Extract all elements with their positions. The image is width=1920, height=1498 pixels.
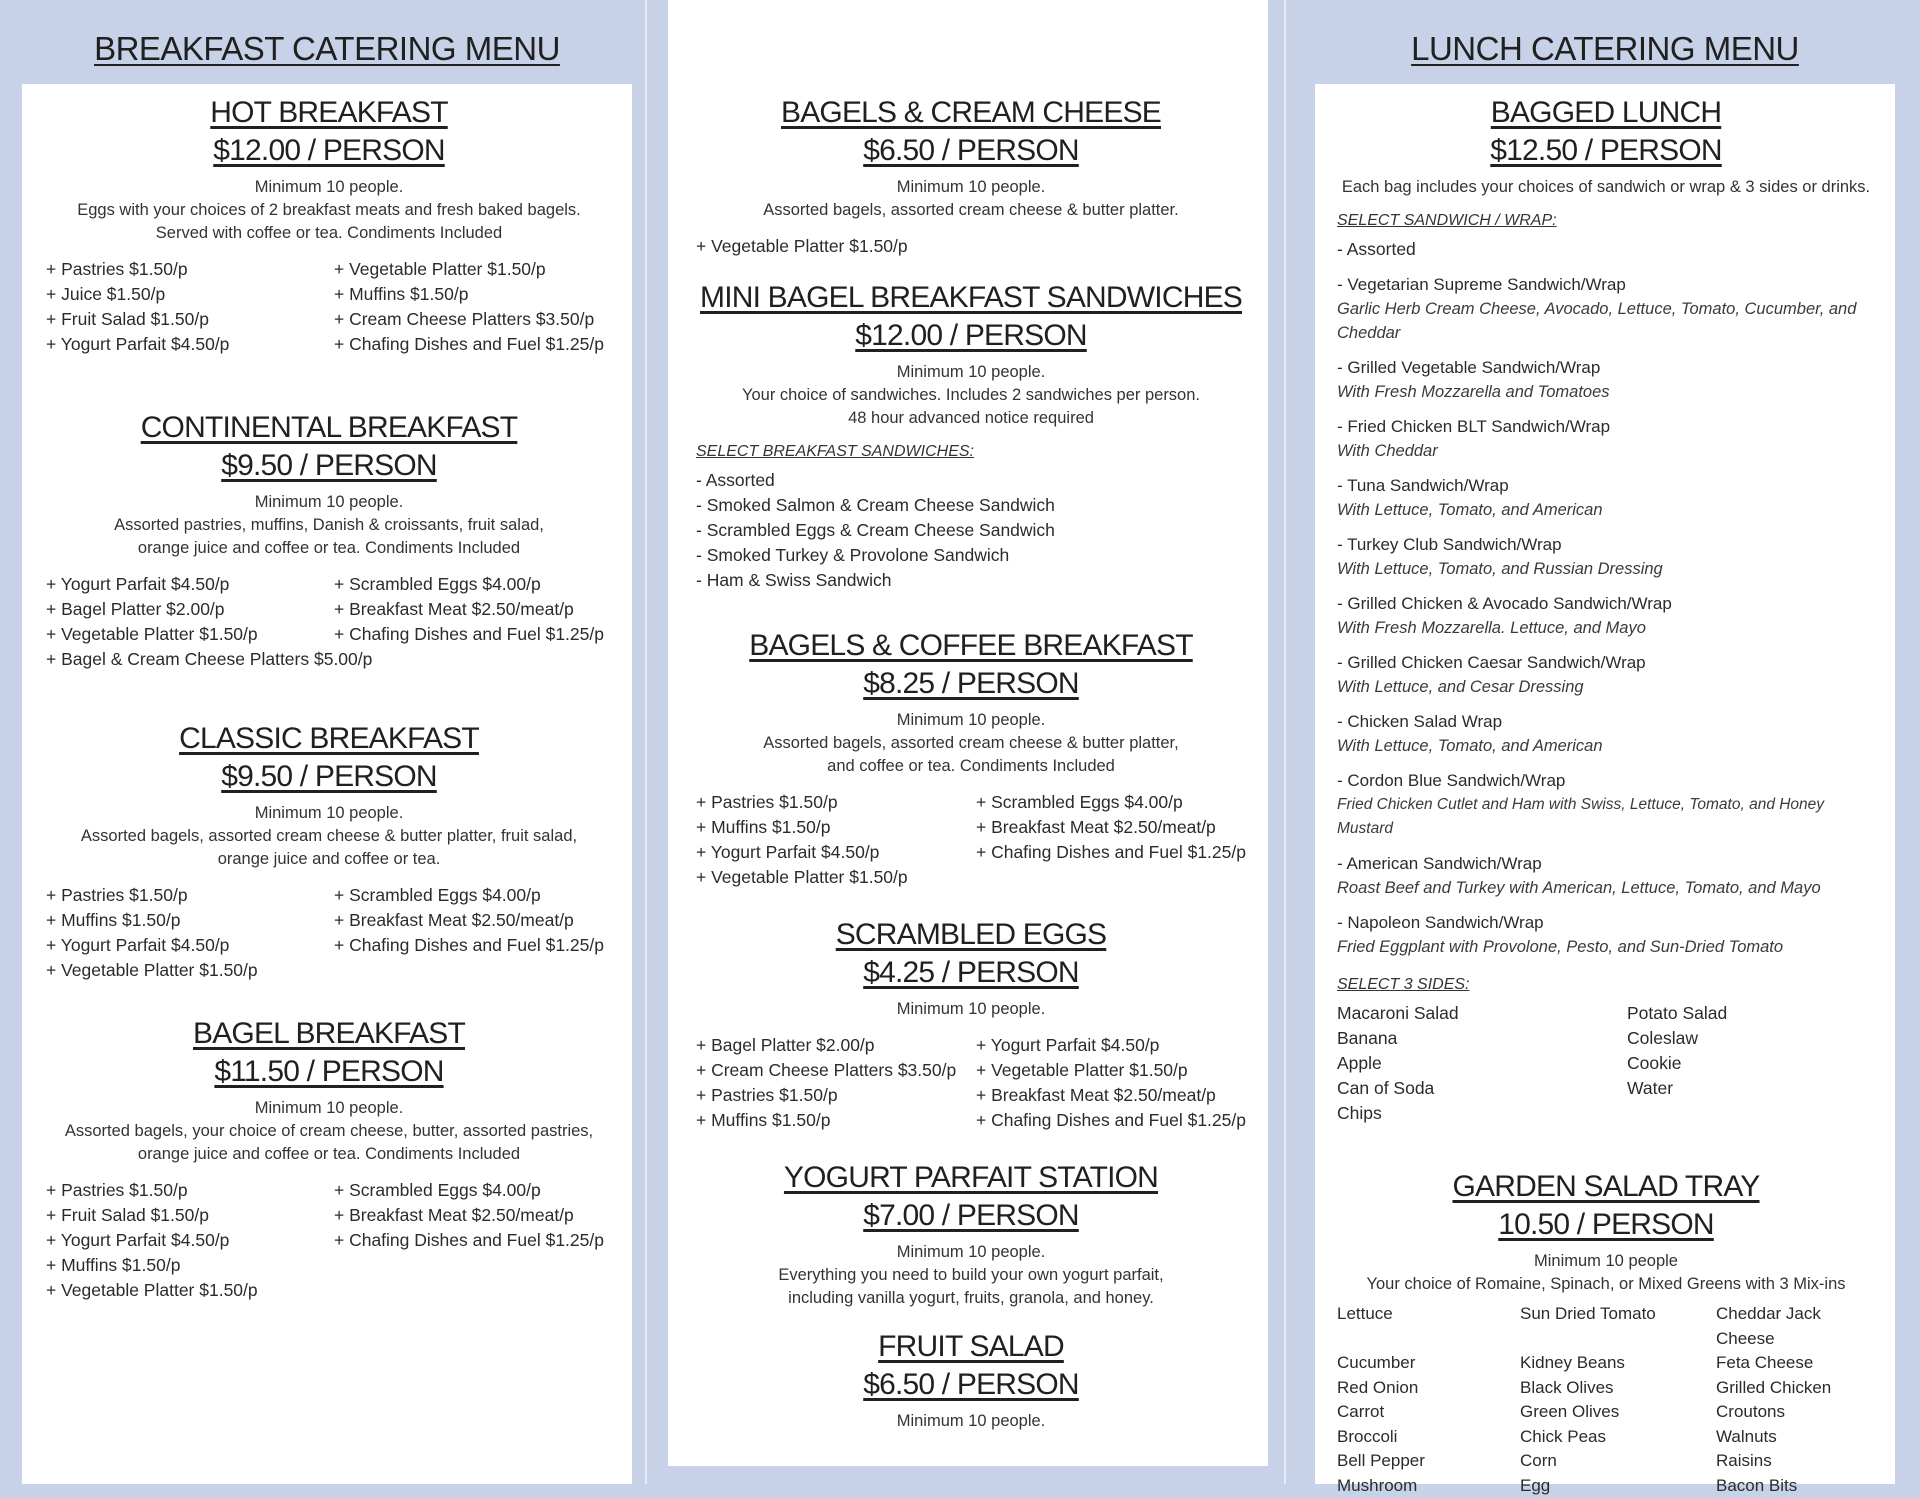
sandwich-option [1337,651,1875,699]
addon-item: + Juice $1.50/p [46,282,324,307]
sandwich-name: - Chicken Salad Wrap [1337,710,1875,734]
list-item: Sun Dried Tomato [1520,1302,1716,1351]
addon-item: + Bagel & Cream Cheese Platters $5.00/p [46,647,612,672]
section-desc: Minimum 10 people. [696,361,1246,384]
addon-item: + Fruit Salad $1.50/p [46,307,324,332]
addon-list [696,234,1246,259]
classic-breakfast-section [46,720,612,983]
addon-list [46,1178,612,1303]
addon-item: + Pastries $1.50/p [696,790,966,815]
section-price: $12.00 / PERSON [696,317,1246,355]
section-price: $4.25 / PERSON [696,954,1246,992]
addon-item: + Yogurt Parfait $4.50/p [46,332,324,357]
addon-item: + Cream Cheese Platters $3.50/p [696,1058,966,1083]
addon-item: + Muffins $1.50/p [46,1253,612,1278]
sandwich-name: - Fried Chicken BLT Sandwich/Wrap [1337,415,1875,439]
addon-list [46,257,612,357]
section-desc: orange juice and coffee or tea. [46,848,612,871]
bagels-cream-cheese-section [696,94,1246,259]
list-item: Feta Cheese [1716,1351,1875,1376]
sandwich-option [1337,356,1875,404]
sandwich-name: - Grilled Chicken & Avocado Sandwich/Wrap [1337,592,1875,616]
addon-list [46,572,612,672]
sandwich-list [696,468,1246,593]
addon-item: + Pastries $1.50/p [696,1083,966,1108]
section-title: CONTINENTAL BREAKFAST [46,409,612,447]
sandwich-option [1337,273,1875,345]
section-desc: Minimum 10 people [1337,1250,1875,1273]
sandwich-name: - Tuna Sandwich/Wrap [1337,474,1875,498]
addon-item: + Vegetable Platter $1.50/p [46,958,612,983]
section-title: GARDEN SALAD TRAY [1337,1168,1875,1206]
section-title: MINI BAGEL BREAKFAST SANDWICHES [696,279,1246,317]
addon-item: + Yogurt Parfait $4.50/p [46,933,324,958]
section-title: SCRAMBLED EGGS [696,916,1246,954]
section-desc: Minimum 10 people. [696,1410,1246,1433]
bagel-breakfast-section [46,1015,612,1303]
list-item: Water [1627,1076,1875,1101]
list-item: Red Onion [1337,1376,1520,1401]
bagged-lunch-section [1337,94,1875,1126]
sandwich-option [1337,852,1875,900]
addon-item: + Vegetable Platter $1.50/p [696,234,1246,259]
addon-item: + Yogurt Parfait $4.50/p [46,572,324,597]
section-desc: Minimum 10 people. [696,176,1246,199]
addon-item: + Vegetable Platter $1.50/p [46,622,324,647]
list-item: Bell Pepper [1337,1449,1520,1474]
section-price: $6.50 / PERSON [696,132,1246,170]
addon-item: + Chafing Dishes and Fuel $1.25/p [334,933,612,958]
addon-item: + Chafing Dishes and Fuel $1.25/p [334,622,612,647]
sandwich-option [1337,533,1875,581]
section-price: $7.00 / PERSON [696,1197,1246,1235]
breakfast-menu-title: BREAKFAST CATERING MENU [22,30,632,68]
section-desc: orange juice and coffee or tea. Condiments Included [46,537,612,560]
sandwich-name: - Cordon Blue Sandwich/Wrap [1337,769,1875,793]
addon-item: + Vegetable Platter $1.50/p [976,1058,1246,1083]
section-desc: Served with coffee or tea. Condiments Included [46,222,612,245]
addon-item: + Breakfast Meat $2.50/meat/p [976,815,1246,840]
addon-item: + Bagel Platter $2.00/p [46,597,324,622]
section-desc: Minimum 10 people. [696,709,1246,732]
list-item: - Assorted [696,468,1246,493]
sandwich-option [1337,911,1875,959]
section-desc: Minimum 10 people. [46,491,612,514]
scrambled-eggs-section [696,916,1246,1133]
section-title: BAGELS & CREAM CHEESE [696,94,1246,132]
addon-item: + Pastries $1.50/p [46,883,324,908]
section-title: BAGEL BREAKFAST [46,1015,612,1053]
addon-item: + Muffins $1.50/p [696,1108,966,1133]
section-desc: Minimum 10 people. [46,176,612,199]
sandwich-name: - Napoleon Sandwich/Wrap [1337,911,1875,935]
list-item: - Smoked Salmon & Cream Cheese Sandwich [696,493,1246,518]
sandwich-desc: With Fresh Mozzarella. Lettuce, and Mayo [1337,616,1875,640]
addon-item: + Scrambled Eggs $4.00/p [334,1178,612,1203]
list-item: Kidney Beans [1520,1351,1716,1376]
list-item: Banana [1337,1026,1627,1051]
select-sides-heading: SELECT 3 SIDES: [1337,973,1875,997]
addon-item: + Chafing Dishes and Fuel $1.25/p [334,1228,612,1253]
section-desc: Assorted bagels, your choice of cream cheese, butter, assorted pastries, [46,1120,612,1143]
section-price: $12.00 / PERSON [46,132,612,170]
section-title: BAGGED LUNCH [1337,94,1875,132]
section-desc: Minimum 10 people. [46,802,612,825]
section-title: BAGELS & COFFEE BREAKFAST [696,627,1246,665]
addon-item: + Breakfast Meat $2.50/meat/p [334,908,612,933]
list-item: - Assorted [1337,237,1875,262]
section-price: 10.50 / PERSON [1337,1206,1875,1244]
addon-item: + Scrambled Eggs $4.00/p [334,572,612,597]
sandwich-desc: With Lettuce, Tomato, and Russian Dressing [1337,557,1875,581]
lunch-panel [1315,84,1895,1484]
list-item: Corn [1520,1449,1716,1474]
addon-item: + Vegetable Platter $1.50/p [334,257,612,282]
section-desc: including vanilla yogurt, fruits, granola, and honey. [696,1287,1246,1310]
section-title: HOT BREAKFAST [46,94,612,132]
addon-item: + Yogurt Parfait $4.50/p [46,1228,324,1253]
sandwich-option [1337,769,1875,841]
yogurt-parfait-section [696,1159,1246,1310]
section-desc: Minimum 10 people. [46,1097,612,1120]
addon-item: + Muffins $1.50/p [334,282,612,307]
garden-salad-section [1337,1168,1875,1498]
list-item: Carrot [1337,1400,1520,1425]
list-item: Egg [1520,1474,1716,1498]
mixins-list [1337,1302,1875,1498]
addon-item: + Muffins $1.50/p [46,908,324,933]
section-title: FRUIT SALAD [696,1328,1246,1366]
section-desc: Your choice of sandwiches. Includes 2 sandwiches per person. [696,384,1246,407]
list-item: Mushroom [1337,1474,1520,1498]
section-desc: and coffee or tea. Condiments Included [696,755,1246,778]
sandwich-desc: With Cheddar [1337,439,1875,463]
sandwich-name: - Vegetarian Supreme Sandwich/Wrap [1337,273,1875,297]
addon-list [46,883,612,983]
addon-item: + Chafing Dishes and Fuel $1.25/p [976,1108,1246,1133]
list-item: Cheddar Jack Cheese [1716,1302,1875,1351]
sandwich-desc: Roast Beef and Turkey with American, Lettuce, Tomato, and Mayo [1337,876,1875,900]
addon-item: + Breakfast Meat $2.50/meat/p [334,597,612,622]
addon-item: + Breakfast Meat $2.50/meat/p [976,1083,1246,1108]
addon-item: + Chafing Dishes and Fuel $1.25/p [976,840,1246,865]
section-desc: Assorted bagels, assorted cream cheese & butter platter, fruit salad, [46,825,612,848]
section-desc: Eggs with your choices of 2 breakfast meats and fresh baked bagels. [46,199,612,222]
sandwich-name: - American Sandwich/Wrap [1337,852,1875,876]
sandwich-desc: Garlic Herb Cream Cheese, Avocado, Lettuce, Tomato, Cucumber, and Cheddar [1337,297,1875,345]
select-sandwiches-heading: SELECT BREAKFAST SANDWICHES: [696,440,1246,464]
list-item: Broccoli [1337,1425,1520,1450]
section-price: $9.50 / PERSON [46,758,612,796]
addon-item: + Vegetable Platter $1.50/p [46,1278,612,1303]
addon-item: + Breakfast Meat $2.50/meat/p [334,1203,612,1228]
list-item: Chips [1337,1101,1627,1126]
list-item: Cucumber [1337,1351,1520,1376]
section-price: $6.50 / PERSON [696,1366,1246,1404]
section-desc: Assorted bagels, assorted cream cheese & butter platter. [696,199,1246,222]
breakfast-panel-left [22,84,632,1484]
fold-line-right [1284,0,1286,1484]
list-item: Lettuce [1337,1302,1520,1351]
list-item: Apple [1337,1051,1627,1076]
list-item: Chick Peas [1520,1425,1716,1450]
sides-list [1337,1001,1875,1126]
sandwich-name: - Grilled Chicken Caesar Sandwich/Wrap [1337,651,1875,675]
section-price: $8.25 / PERSON [696,665,1246,703]
list-item: Bacon Bits [1716,1474,1875,1498]
addon-list [696,790,1246,890]
list-item: - Scrambled Eggs & Cream Cheese Sandwich [696,518,1246,543]
section-desc: Your choice of Romaine, Spinach, or Mixed Greens with 3 Mix-ins [1337,1273,1875,1296]
select-sandwich-heading: SELECT SANDWICH / WRAP: [1337,209,1875,233]
list-item: Cookie [1627,1051,1875,1076]
fruit-salad-section [696,1328,1246,1433]
section-desc: 48 hour advanced notice required [696,407,1246,430]
mini-bagel-sandwiches-section [696,279,1246,593]
list-item: Grilled Chicken [1716,1376,1875,1401]
addon-item: + Scrambled Eggs $4.00/p [334,883,612,908]
list-item: Walnuts [1716,1425,1875,1450]
sandwich-name: - Turkey Club Sandwich/Wrap [1337,533,1875,557]
section-title: YOGURT PARFAIT STATION [696,1159,1246,1197]
list-item: Potato Salad [1627,1001,1875,1026]
addon-item: + Fruit Salad $1.50/p [46,1203,324,1228]
sandwich-name: - Grilled Vegetable Sandwich/Wrap [1337,356,1875,380]
sandwich-desc: With Lettuce, and Cesar Dressing [1337,675,1875,699]
addon-item: + Vegetable Platter $1.50/p [696,865,1246,890]
list-item: - Smoked Turkey & Provolone Sandwich [696,543,1246,568]
bagels-coffee-section [696,627,1246,890]
sandwich-desc: With Fresh Mozzarella and Tomatoes [1337,380,1875,404]
section-price: $11.50 / PERSON [46,1053,612,1091]
section-price: $12.50 / PERSON [1337,132,1875,170]
hot-breakfast-section [46,94,612,357]
sandwich-option [1337,415,1875,463]
addon-item: + Pastries $1.50/p [46,257,324,282]
section-desc: Each bag includes your choices of sandwich or wrap & 3 sides or drinks. [1337,176,1875,199]
addon-item: + Muffins $1.50/p [696,815,966,840]
section-desc: Minimum 10 people. [696,998,1246,1021]
section-desc: Assorted pastries, muffins, Danish & croissants, fruit salad, [46,514,612,537]
list-item: Raisins [1716,1449,1875,1474]
list-item: - Ham & Swiss Sandwich [696,568,1246,593]
addon-item: + Pastries $1.50/p [46,1178,324,1203]
sandwich-desc: With Lettuce, Tomato, and American [1337,734,1875,758]
addon-item: + Bagel Platter $2.00/p [696,1033,966,1058]
sandwich-desc: With Lettuce, Tomato, and American [1337,498,1875,522]
addon-item: + Cream Cheese Platters $3.50/p [334,307,612,332]
sandwich-desc: Fried Chicken Cutlet and Ham with Swiss, Lettuce, Tomato, and Honey Mustard [1337,793,1875,841]
sandwich-option [1337,474,1875,522]
section-desc: Everything you need to build your own yogurt parfait, [696,1264,1246,1287]
section-desc: Assorted bagels, assorted cream cheese & butter platter, [696,732,1246,755]
section-desc: orange juice and coffee or tea. Condiments Included [46,1143,612,1166]
lunch-menu-title: LUNCH CATERING MENU [1315,30,1895,68]
fold-line-left [645,0,647,1484]
list-item: Can of Soda [1337,1076,1627,1101]
addon-item: + Scrambled Eggs $4.00/p [976,790,1246,815]
list-item: Green Olives [1520,1400,1716,1425]
addon-item: + Yogurt Parfait $4.50/p [696,840,966,865]
list-item: Coleslaw [1627,1026,1875,1051]
breakfast-panel-middle [668,0,1268,1466]
addon-list [696,1033,1246,1133]
section-title: CLASSIC BREAKFAST [46,720,612,758]
list-item: Black Olives [1520,1376,1716,1401]
addon-item: + Yogurt Parfait $4.50/p [976,1033,1246,1058]
sandwich-desc: Fried Eggplant with Provolone, Pesto, and Sun-Dried Tomato [1337,935,1875,959]
addon-item: + Chafing Dishes and Fuel $1.25/p [334,332,612,357]
list-item: Croutons [1716,1400,1875,1425]
sandwich-option [1337,592,1875,640]
list-item: Macaroni Salad [1337,1001,1627,1026]
sandwich-option [1337,710,1875,758]
section-desc: Minimum 10 people. [696,1241,1246,1264]
continental-breakfast-section [46,409,612,672]
section-price: $9.50 / PERSON [46,447,612,485]
